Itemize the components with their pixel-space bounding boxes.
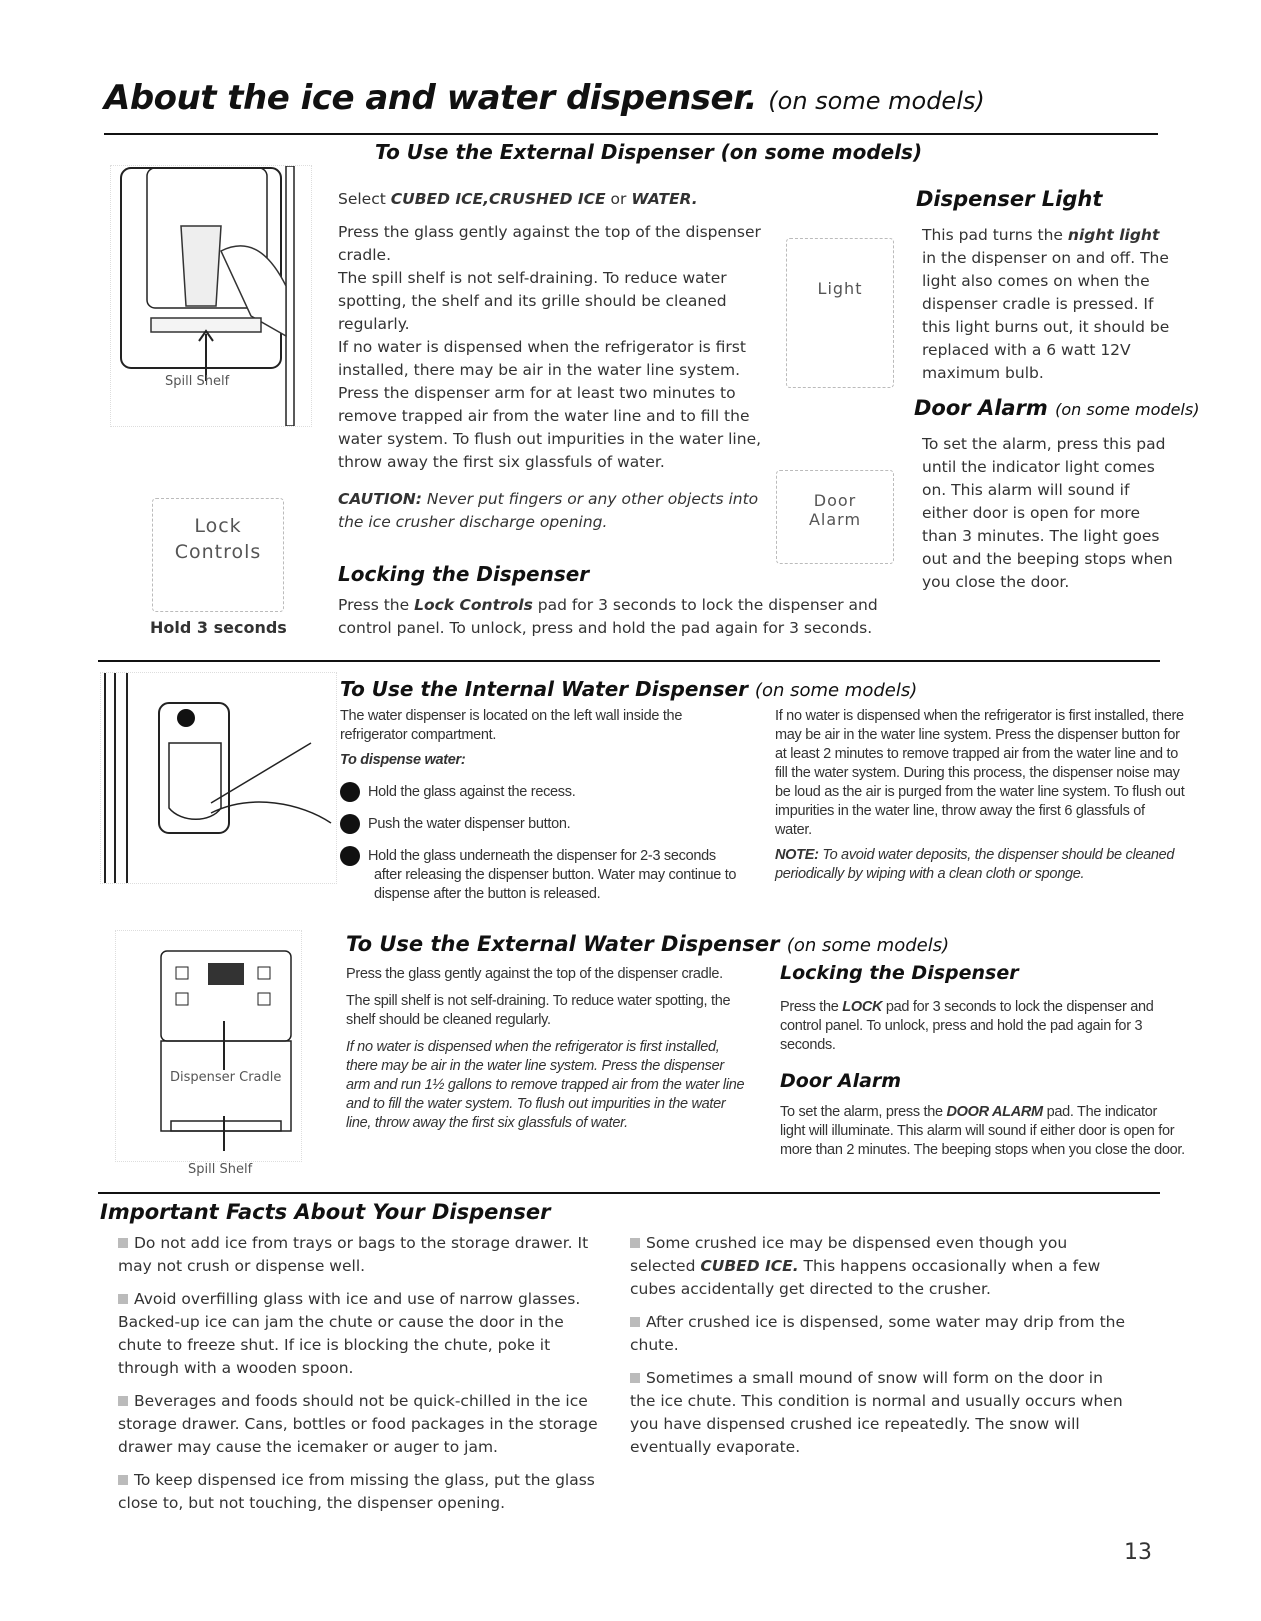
step-3-number: 3 xyxy=(340,846,360,866)
dispenser-light-text: This pad turns the night light in the dispenser on and off. The light also comes on when the dispenser cradle is pressed. If this light burns out, it should be replaced with a 6 watt 12V maximum bulb. xyxy=(922,226,1170,382)
lock-controls-line2: Controls xyxy=(174,541,262,563)
fact-item-6: After crushed ice is dispensed, some water may drip from the chute. xyxy=(630,1313,1126,1354)
external-water-illustration xyxy=(116,931,301,1161)
fact-item-3: Beverages and foods should not be quick-chilled in the ice storage drawer. Cans, bottles or food packages in the storage drawer may cause the icemaker or auger to jam. xyxy=(118,1392,598,1456)
internal-dispenser-figure xyxy=(100,672,337,884)
external-water-alarm-heading: Door Alarm xyxy=(780,1070,902,1092)
external-water-p1: Press the glass gently against the top of the dispenser cradle. xyxy=(346,966,723,982)
external-water-locking-text: Press the LOCK pad for 3 seconds to lock the dispenser and control panel. To unlock, press and hold the pad again for 3 seconds. xyxy=(780,999,1154,1053)
light-pad[interactable] xyxy=(786,238,894,388)
door-alarm-line2: Alarm xyxy=(808,510,862,529)
step-1: 1 Hold the glass against the recess. xyxy=(340,782,740,802)
step-1-number: 1 xyxy=(340,782,360,802)
lock-controls-line1: Lock xyxy=(194,515,242,537)
external-p2: The spill shelf is not self-draining. To reduce water spotting, the shelf and its grille should be cleaned regularly. xyxy=(338,269,727,333)
title-rule xyxy=(104,133,1158,135)
facts-right-list xyxy=(630,1232,1130,1469)
hold-seconds-label: Hold 3 seconds xyxy=(150,618,287,637)
external-p3: If no water is dispensed when the refrigerator is first installed, there may be air in the water line system. Press the dispenser arm for at least two minutes to remove trapped air from the water line and to fill the water system. To flush out impurities in the water line, throw away the first six glassfuls of water. xyxy=(338,338,762,471)
door-alarm-heading: Door Alarm (on some models) xyxy=(914,396,1200,420)
external-p1: Press the glass gently against the top of the dispenser cradle. xyxy=(338,223,761,264)
external-dispenser-body xyxy=(338,188,768,534)
internal-dispenser-illustration xyxy=(101,673,336,883)
external-water-p3: If no water is dispensed when the refrigerator is first installed, there may be air in the water line system. Press the dispenser arm and run 1½ gallons to remove trapped air from the water line and to fill the water system. To flush out impurities in the water line, throw away the first six glassfuls of water. xyxy=(346,1039,745,1131)
fact-item-1: Do not add ice from trays or bags to the storage drawer. It may not crush or dispense well. xyxy=(118,1234,589,1275)
spill-shelf-label-2: Spill Shelf xyxy=(188,1162,253,1177)
fact-item-7: Sometimes a small mound of snow will form on the door in the ice chute. This condition is normal and usually occurs when you have dispensed crushed ice repeatedly. The snow will eventually evaporate. xyxy=(630,1369,1123,1456)
external-water-alarm-text: To set the alarm, press the DOOR ALARM pad. The indicator light will illuminate. This alarm will sound if either door is open for more than 2 minutes. The beeping stops when you close the door. xyxy=(780,1104,1185,1158)
internal-right-p: If no water is dispensed when the refrigerator is first installed, there may be air in the water line system. Press the dispenser button for at least 2 minutes to remove trapped air from the water line and to fill the water system. During this process, the dispenser noise may be loud as the air is purged from the water line system. To flush out impurities in the water line, throw away the first 6 glassfuls of water. xyxy=(775,708,1185,838)
lock-controls-pad[interactable] xyxy=(152,498,284,612)
light-pad-label: Light xyxy=(817,279,863,298)
internal-p1: The water dispenser is located on the left wall inside the refrigerator compartment. xyxy=(340,708,683,743)
step-2-number: 2 xyxy=(340,814,360,834)
door-alarm-text: To set the alarm, press this pad until the indicator light comes on. This alarm will sound if either door is open for more than 3 minutes. The light goes out and the beeping stops when you close the door. xyxy=(922,435,1173,591)
dispenser-cradle-label: Dispenser Cradle xyxy=(170,1070,282,1085)
external-water-heading: To Use the External Water Dispenser (on some models) xyxy=(346,932,950,956)
facts-left-list xyxy=(118,1232,608,1525)
caution-text: CAUTION: Never put fingers or any other objects into the ice crusher discharge opening. xyxy=(338,490,759,531)
external-water-locking-heading: Locking the Dispenser xyxy=(780,962,1019,984)
external-water-figure xyxy=(115,930,302,1162)
fact-item-2: Avoid overfilling glass with ice and use of narrow glasses. Backed-up ice can jam the chute or cause the door in the chute to freeze shut. If ice is blocking the chute, poke it through with a wooden spoon. xyxy=(118,1290,581,1377)
section-rule-2 xyxy=(98,1192,1160,1194)
fact-item-5: Some crushed ice may be dispensed even though you selected CUBED ICE. This happens occasionally when a few cubes accidentally get directed to the crusher. xyxy=(630,1234,1101,1298)
step-3: 3 Hold the glass underneath the dispenser for 2-3 seconds after releasing the dispenser button. Water may continue to dispense after the button is released. xyxy=(329,847,737,902)
step-2: 2 Push the water dispenser button. xyxy=(340,814,740,834)
door-alarm-line1: Door xyxy=(813,491,857,510)
door-alarm-pad[interactable] xyxy=(776,470,894,564)
external-dispenser-heading: To Use the External Dispenser (on some models) xyxy=(375,140,923,164)
facts-heading: Important Facts About Your Dispenser xyxy=(100,1200,551,1224)
internal-left-text xyxy=(329,707,740,904)
locking-heading: Locking the Dispenser xyxy=(338,562,590,586)
internal-note: NOTE: To avoid water deposits, the dispenser should be cleaned periodically by wiping with a clean cloth or sponge. xyxy=(775,847,1175,882)
locking-text: Press the Lock Controls pad for 3 seconds to lock the dispenser and control panel. To unlock, press and hold the pad again for 3 seconds. xyxy=(338,596,878,637)
internal-right-text xyxy=(775,707,1185,884)
dispenser-light-heading: Dispenser Light xyxy=(916,187,1103,211)
external-water-left-text xyxy=(346,965,746,1133)
to-dispense-label: To dispense water: xyxy=(340,752,466,768)
page-number: 13 xyxy=(1124,1540,1152,1565)
spill-shelf-label: Spill Shelf xyxy=(165,374,230,389)
external-water-p2: The spill shelf is not self-draining. To reduce water spotting, the shelf should be cleaned regularly. xyxy=(346,993,731,1028)
select-instruction: Select CUBED ICE,CRUSHED ICE or WATER. xyxy=(338,190,698,208)
section-rule-1 xyxy=(98,660,1160,662)
fact-item-4: To keep dispensed ice from missing the glass, put the glass close to, but not touching, the dispenser opening. xyxy=(118,1471,595,1512)
internal-heading: To Use the Internal Water Dispenser (on some models) xyxy=(340,677,918,701)
page-title: About the ice and water dispenser. (on some models) xyxy=(104,78,985,118)
page-subtitle: (on some models) xyxy=(768,87,985,115)
